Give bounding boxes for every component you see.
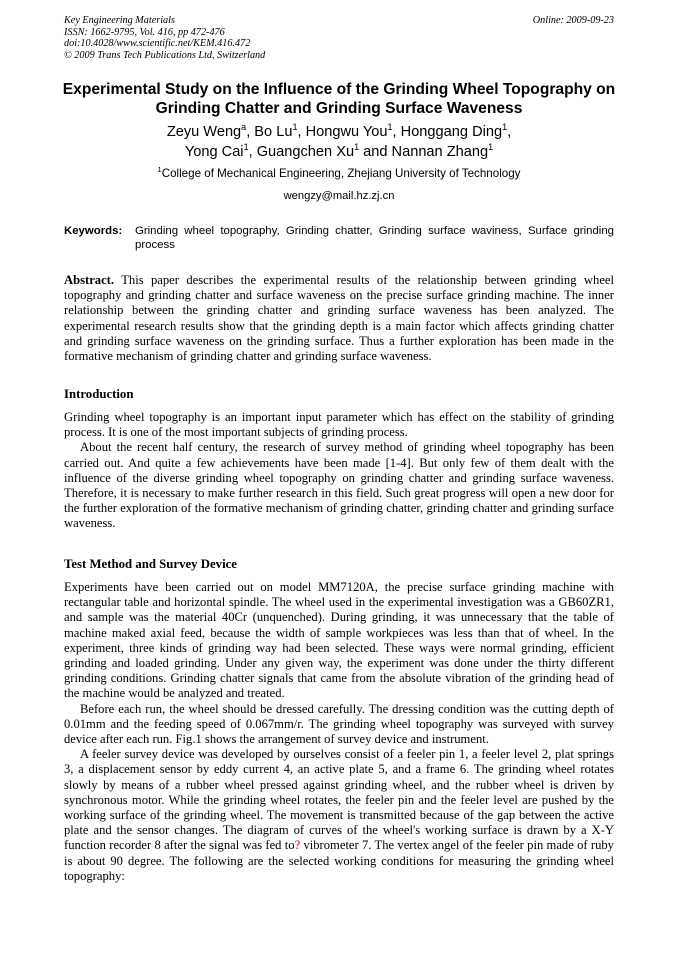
paper-title: Experimental Study on the Influence of the Grinding Wheel Topography on Grinding Chatter and Grinding Surface Waveness — [62, 81, 616, 117]
author: Bo Lu$^1$, — [254, 122, 306, 140]
keywords-label: Keywords: — [64, 225, 123, 237]
introduction-section — [64, 410, 614, 532]
test-method-heading: Test Method and Survey Device — [64, 557, 237, 571]
test-method-section — [64, 580, 614, 884]
paragraph: Before each run, the wheel should be dressed carefully. The dressing condition was the cutting depth of 0.01mm and the feeding speed of 0.067mm/r. The grinding wheel topography was surveyed with survey device after each run. Fig.1 shows the arrangement of survey device and instrument. — [64, 701, 614, 747]
unknown-char-mark: ? — [294, 838, 301, 853]
affiliation: $^1$College of Mechanical Engineering, Zhejiang University of Technology — [157, 165, 521, 180]
author: Hongwu You$^1$, — [305, 122, 401, 140]
author: Yong Cai$^1$, — [184, 142, 257, 160]
abstract — [64, 273, 614, 364]
paragraph: A feeler survey device was developed by ourselves consist of a feeler pin 1, a feeler level 2, plat springs 3, a displacement sensor by eddy current 4, an active plate 5, and a frame 6. The grinding wheel rotates slowly by means of a rubber wheel pressed against grinding wheel, and the rubber wheel is driven by synchronous motor. While the grinding wheel rotates, the feeler pin and the feeler level are pushed by the working surface of the grinding wheel. The movement is transmitted because of the gap between the active plate and the sensor changes. The diagram of curves of the wheel's working surface is drawn by a X-Y function recorder 8 after the signal was fed to? vibrometer 7. The vertex angel of the feeler pin made of ruby is about 90 degree. The following are the selected working conditions for measuring the grinding wheel topography: — [64, 747, 614, 883]
author-list — [60, 122, 618, 162]
abstract-label: Abstract. — [64, 273, 115, 287]
author: Zeyu Weng$^a$, — [166, 122, 255, 140]
author: Honggang Ding$^1$, — [400, 122, 512, 140]
keywords-text: Grinding wheel topography, Grinding chatter, Grinding surface waviness, Surface grinding process — [135, 225, 614, 252]
issn-line: ISSN: 1662-9795, Vol. 416, pp 472-476 — [64, 26, 225, 38]
doi-line: doi:10.4028/www.scientific.net/KEM.416.472 — [64, 38, 251, 50]
online-date: Online: 2009-09-23 — [532, 15, 614, 26]
paragraph: Grinding wheel topography is an important input parameter which has effect on the stability of grinding process. It is one of the most important subjects of grinding process. — [64, 410, 614, 440]
keywords — [64, 224, 614, 253]
author: Nannan Zhang$^1$ — [391, 142, 494, 160]
introduction-heading: Introduction — [64, 387, 134, 401]
journal-header — [64, 15, 265, 61]
paragraph: Experiments have been carried out on model MM7120A, the precise surface grinding machine with rectangular table and horizontal spindle. The wheel used in the experimental investigation was a GB60ZR1, and sample was the material 40Cr (unquenched). During grinding, it was unnecessary that the table of machine maked axial feed, because the width of sample workpieces was less than that of wheel. In the experiment, three kinds of grinding way had been selected. These ways were normal grinding, efficient grinding and loaded grinding. Under any given way, the experiment was done under the thirty different grinding conditions. Grinding chatter signals that came from the absolute vibration of the grinding head of the machine would be analyzed and treated. — [64, 580, 614, 701]
abstract-text: This paper describes the experimental results of the relationship between grinding wheel topography and grinding chatter and surface waveness on the precise surface grinding machine. The inner relationship between the grinding chatter and grinding surface waveness has been analyzed. The experimental research results show that the grinding depth is a main factor which affects grinding chatter and grinding surface waveness on the grinding surface. Thus a further exploration has been made in the formative mechanism of grinding chatter and grinding surface waveness. — [64, 273, 614, 364]
paragraph: About the recent half century, the research of survey method of grinding wheel topography has been carried out. And quite a few achievements have been made [1-4]. But only few of them dealt with the influence of the diverse grinding wheel topography on grinding chatter and grinding surface waveness. Therefore, it is necessary to make further research in this field. Such great progress will open a new door for the further exploration of the formative mechanism of grinding chatter, grinding chatter and grinding surface waveness. — [64, 440, 614, 531]
author-email: wengzy@mail.hz.zj.cn — [283, 190, 395, 202]
journal-name: Key Engineering Materials — [64, 15, 175, 26]
copyright-line: © 2009 Trans Tech Publications Ltd, Switzerland — [64, 49, 266, 61]
author: Guangchen Xu$^1$ and — [256, 142, 392, 160]
